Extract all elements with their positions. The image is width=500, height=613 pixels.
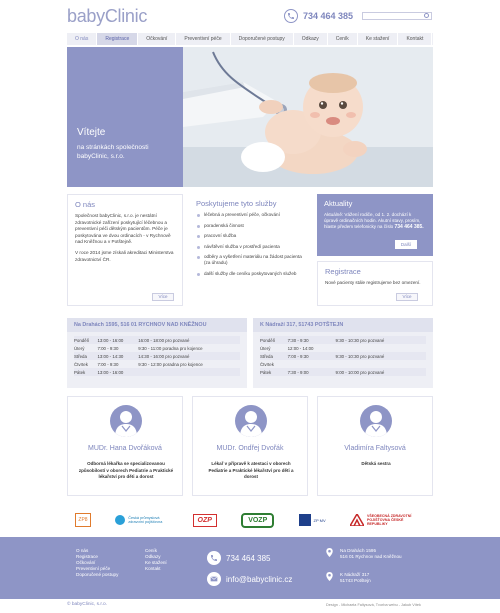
footer-links-col2 xyxy=(145,548,167,572)
ozp-logo-text: OZP xyxy=(193,514,217,527)
footer-address-line: K Nádraží 317 xyxy=(340,572,370,577)
footer xyxy=(0,537,500,599)
doctor-name: MUDr. Ondřej Dvořák xyxy=(216,445,284,452)
news-text xyxy=(324,212,426,230)
phone-icon xyxy=(284,9,298,23)
registration-text: Nové pacienty stále registrujeme bez omezení. xyxy=(325,280,421,285)
day: Pondělí xyxy=(260,336,288,344)
doctor-avatar-icon xyxy=(235,405,267,437)
day: Pátek xyxy=(260,368,288,376)
hero-title: Vítejte xyxy=(77,127,106,138)
time: 7:30 - 9:00 xyxy=(288,368,336,376)
services-box xyxy=(189,194,311,306)
doctor-name: Vladimíra Faltysová xyxy=(344,445,406,452)
services-title: Poskytujeme tyto služby xyxy=(196,199,277,208)
day: Úterý xyxy=(74,345,85,351)
nav-item-kontakt[interactable]: Kontakt xyxy=(398,33,432,45)
list-item: poradenská činnost xyxy=(196,223,304,229)
news-box xyxy=(317,194,433,256)
footer-address-line: 51743 Potštejn xyxy=(340,578,371,583)
location-pin-icon xyxy=(326,548,333,557)
time: 7:00 - 9:30 xyxy=(97,345,119,351)
day: Středa xyxy=(260,352,288,360)
logo[interactable]: babyClinic xyxy=(67,6,148,26)
table-row xyxy=(260,352,426,360)
vzp-label: VŠEOBECNÁ ZDRAVOTNÍ POJIŠŤOVNA ČESKÉ REPUBLIKY xyxy=(366,513,412,527)
footer-link[interactable]: Doporučené postupy xyxy=(76,572,119,577)
list-item: návštěvní služba v prostředí pacienta xyxy=(196,244,304,250)
footer-address-2 xyxy=(340,572,371,584)
day: Úterý xyxy=(260,345,271,351)
footer-link[interactable]: Preventivní péče xyxy=(76,566,111,571)
table-row xyxy=(74,352,240,360)
phone-icon xyxy=(207,551,221,565)
day: Středa xyxy=(74,352,97,360)
doctor-card[interactable] xyxy=(67,396,183,496)
partner-logo-ozp[interactable] xyxy=(193,510,217,530)
about-accreditation: V roce 2014 jsme získali akreditaci Ministerstva zdravotnictví ČR. xyxy=(75,249,174,262)
registration-box xyxy=(317,261,433,306)
note: 9:30 - 10:30 pro pozvané xyxy=(336,336,426,344)
footer-address-line: Na Drahách 1595 xyxy=(340,548,377,553)
about-text: Společnost babyClinic, s.r.o. je nestátní zdravotnické zařízení poskytující léčebnou a preventivní péči dětským pacientům. Péče je poskytována ve dvou ordinacích - v Rychnově nad Kněžnou a v Potštejně. xyxy=(75,213,171,245)
footer-link[interactable]: Odkazy xyxy=(145,554,161,559)
note xyxy=(336,360,426,368)
hours-table xyxy=(260,336,426,376)
partner-logo-zp8[interactable] xyxy=(75,510,91,530)
news-phone: 734 464 385. xyxy=(394,224,424,230)
note: 9:30 - 10:30 pro pozvané xyxy=(336,352,426,360)
day: Pondělí xyxy=(74,336,97,344)
partner-logo-vzp[interactable] xyxy=(350,510,425,530)
time: 7:00 - 9:30 xyxy=(97,361,119,367)
hours-address: K Nádraží 317, 51743 POTŠTEJN xyxy=(253,318,433,332)
footer-links-col1 xyxy=(76,548,118,578)
header-phone[interactable] xyxy=(284,9,353,23)
time xyxy=(288,360,336,368)
vzp-icon xyxy=(350,514,364,526)
nav-item-cenik[interactable]: Ceník xyxy=(328,33,358,45)
time: 13:00 - 16:00 xyxy=(97,368,138,376)
hours-potstejn xyxy=(253,318,433,388)
note: 9:00 - 10:00 pro pozvané xyxy=(336,368,426,376)
nav-item-odkazy[interactable]: Odkazy xyxy=(294,33,328,45)
doctor-card[interactable] xyxy=(192,396,308,496)
zp8-logo-text: ZP8 xyxy=(75,513,91,527)
time: 7:00 - 9:30 xyxy=(288,352,336,360)
list-item: další služby dle ceníku poskytovaných služeb xyxy=(196,271,304,277)
note: 9:30 - 12:00 poradna pro kojence xyxy=(138,361,203,367)
note: 9:30 - 11:00 poradna pro kojence xyxy=(138,345,203,351)
partner-logo-zpmv[interactable] xyxy=(299,510,326,530)
list-item: léčebná a preventivní péče, očkování xyxy=(196,212,304,218)
services-list xyxy=(196,212,304,277)
location-pin-icon xyxy=(326,572,333,581)
email-icon xyxy=(207,572,221,586)
vozp-logo-text: VOZP xyxy=(241,513,274,528)
footer-address-1 xyxy=(340,548,402,560)
list-item: pracovní služba xyxy=(196,233,304,239)
doctor-description: Odborná lékařka se specializovanou způsobilostí v oborech Pediatrie a Praktické lékařství pro děti a dorost xyxy=(78,461,174,479)
hours-rychnov xyxy=(67,318,247,388)
main-nav xyxy=(67,33,433,45)
doctor-name: MUDr. Hana Dvořáková xyxy=(88,445,162,452)
nav-item-ke-stazeni[interactable]: Ke stažení xyxy=(358,33,399,45)
header-phone-number[interactable]: 734 464 385 xyxy=(303,11,354,21)
day: Čtvrtek xyxy=(260,361,274,367)
table-row xyxy=(74,336,240,344)
footer-phone[interactable]: 734 464 385 xyxy=(226,554,271,563)
table-row xyxy=(260,368,426,376)
hero-banner xyxy=(67,47,183,187)
table-row xyxy=(74,344,240,352)
news-text-body: Aktuálně: Vážení rodiče, od 1. 2. dochází k úpravě ordinačních hodin. Akutní stavy, prosím, hlaste předem telefonicky na číslo xyxy=(324,212,421,229)
day: Pátek xyxy=(74,368,97,376)
partner-logo-vozp[interactable] xyxy=(241,510,274,530)
table-row xyxy=(260,360,426,368)
about-box xyxy=(67,194,183,306)
doctor-card[interactable] xyxy=(317,396,433,496)
nurse-avatar-icon xyxy=(360,405,392,437)
hero-photo-baby xyxy=(183,47,433,187)
partners-bar xyxy=(67,506,433,534)
nav-item-o-nas[interactable]: O nás xyxy=(67,33,97,45)
note: 14:30 - 16:00 pro pozvané xyxy=(138,352,240,360)
doctor-description: Dětská sestra xyxy=(361,461,391,466)
footer-link[interactable]: Ke stažení xyxy=(145,560,167,565)
footer-link[interactable]: Registrace xyxy=(76,554,98,559)
news-more-button[interactable]: Další xyxy=(395,240,417,249)
footer-link[interactable]: Kontakt xyxy=(145,566,161,571)
zpmv-icon xyxy=(299,514,311,526)
table-row xyxy=(260,344,426,352)
nav-item-registrace[interactable]: Registrace xyxy=(97,33,138,45)
zpmv-label: ZP MV xyxy=(313,517,326,523)
time: 7:30 - 9:30 xyxy=(288,336,336,344)
registration-more-button[interactable]: Více xyxy=(396,293,418,301)
footer-link[interactable]: O nás xyxy=(76,548,89,553)
hours-table xyxy=(74,336,240,376)
nav-item-doporucene-postupy[interactable]: Doporučené postupy xyxy=(231,33,294,45)
time: 13:00 - 14:30 xyxy=(97,352,138,360)
footer-link[interactable]: Očkování xyxy=(76,560,96,565)
doctor-description: Lékař v přípravě k atestaci v oborech Pediatrie a Praktické lékařství pro děti a dorost xyxy=(208,461,294,479)
search-icon[interactable] xyxy=(424,13,429,18)
registration-title: Registrace xyxy=(325,267,361,276)
news-title: Aktuality xyxy=(324,199,353,208)
table-row xyxy=(260,336,426,344)
nav-item-preventivni-pece[interactable]: Preventivní péče xyxy=(176,33,230,45)
hours-address: Na Drahách 1595, 516 01 RYCHNOV NAD KNĚŽNOU xyxy=(67,318,247,332)
hero-subtitle: na stránkách společnosti babyClinic, s.r.o. xyxy=(77,144,149,160)
table-row xyxy=(74,360,240,368)
table-row xyxy=(74,368,240,376)
about-more-button[interactable]: Více xyxy=(152,293,174,301)
footer-link[interactable]: Ceník xyxy=(145,548,158,553)
list-item: odběry a vyšetření materiálu na žádost pacienta (za úhradu) xyxy=(196,254,304,266)
note xyxy=(138,368,240,376)
copyright: © babyClinic, s.r.o. xyxy=(67,602,108,607)
cpzp-icon xyxy=(115,515,125,525)
time: 12:00 - 14:00 xyxy=(287,345,314,351)
note xyxy=(336,344,426,352)
cpzp-label: Česká průmyslová zdravotní pojišťovna xyxy=(128,515,163,524)
note: 16:00 - 18:00 pro pozvané xyxy=(138,336,240,344)
day: Čtvrtek xyxy=(74,361,88,367)
footer-address-line: 516 01 Rychnov nad Kněžnou xyxy=(340,554,402,559)
doctor-avatar-icon xyxy=(110,405,142,437)
time: 13:00 - 16:00 xyxy=(97,336,138,344)
partner-logo-ceska-prumyslova[interactable] xyxy=(115,510,168,530)
about-title: O nás xyxy=(75,200,96,209)
nav-item-ockovani[interactable]: Očkování xyxy=(138,33,176,45)
search-input[interactable] xyxy=(362,12,432,20)
footer-email[interactable]: info@babyclinic.cz xyxy=(226,575,293,584)
credits: Design - Michaela Faltysová, Tvorba webu - Jakub Vítek xyxy=(326,603,421,607)
baby-illustration xyxy=(183,47,433,187)
